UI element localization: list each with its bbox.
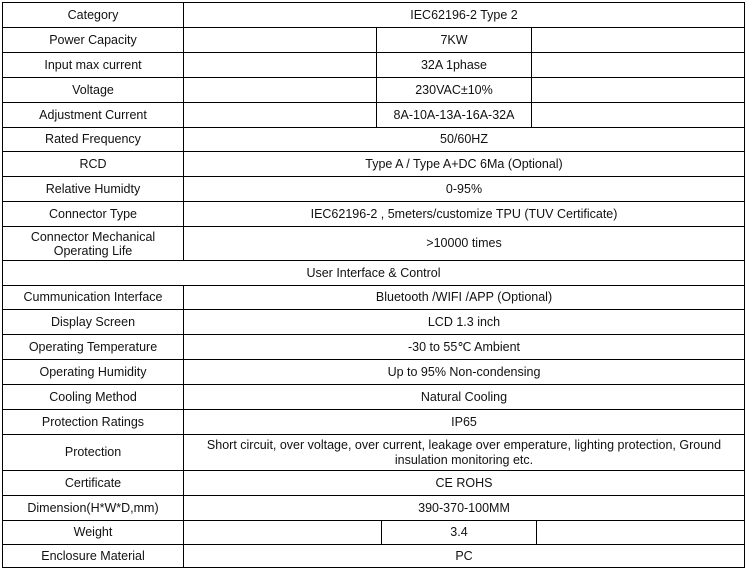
row-label: Power Capacity (2, 27, 183, 52)
row-value: CE ROHS (183, 470, 745, 495)
row-value: IEC62196-2 Type 2 (183, 2, 745, 27)
table-row (2, 27, 745, 52)
table-row (2, 127, 745, 151)
row-label: Certificate (2, 470, 183, 495)
table-row (2, 151, 745, 176)
row-value: IP65 (183, 409, 745, 434)
empty-cell (183, 520, 381, 544)
row-value: Bluetooth /WIFI /APP (Optional) (183, 285, 745, 309)
row-label: Enclosure Material (2, 544, 183, 568)
row-value: 8A-10A-13A-16A-32A (376, 102, 531, 127)
row-label: Operating Temperature (2, 334, 183, 359)
empty-cell (183, 77, 376, 102)
row-value: Up to 95% Non-condensing (183, 359, 745, 384)
table-row (2, 520, 745, 544)
table-row (2, 226, 745, 260)
row-label: Relative Humidty (2, 176, 183, 201)
row-value: Natural Cooling (183, 384, 745, 409)
row-value: LCD 1.3 inch (183, 309, 745, 334)
spec-table (2, 2, 745, 568)
row-label: Operating Humidity (2, 359, 183, 384)
row-label: Category (2, 2, 183, 27)
row-label: Dimension(H*W*D,mm) (2, 495, 183, 520)
table-row (2, 285, 745, 309)
row-value: 32A 1phase (376, 52, 531, 77)
section-row (2, 260, 745, 285)
empty-cell (536, 520, 745, 544)
row-label: Cummunication Interface (2, 285, 183, 309)
row-label: Connector Type (2, 201, 183, 226)
empty-cell (531, 27, 745, 52)
row-label: Voltage (2, 77, 183, 102)
row-label: Protection Ratings (2, 409, 183, 434)
row-label: Connector Mechanical Operating Life (2, 226, 183, 260)
row-label: Weight (2, 520, 183, 544)
row-value: 7KW (376, 27, 531, 52)
table-row (2, 309, 745, 334)
row-value: IEC62196-2 , 5meters/customize TPU (TUV Certificate) (183, 201, 745, 226)
empty-cell (183, 52, 376, 77)
empty-cell (183, 102, 376, 127)
empty-cell (183, 27, 376, 52)
table-row (2, 409, 745, 434)
row-label: RCD (2, 151, 183, 176)
row-label: Protection (2, 434, 183, 470)
row-label: Input max current (2, 52, 183, 77)
table-row (2, 359, 745, 384)
row-label: Cooling Method (2, 384, 183, 409)
row-value: 390-370-100MM (183, 495, 745, 520)
row-value: Type A / Type A+DC 6Ma (Optional) (183, 151, 745, 176)
table-row (2, 334, 745, 359)
table-row (2, 2, 745, 27)
row-value: Short circuit, over voltage, over current, leakage over emperature, lighting protection, Ground insulation monitoring etc. (183, 434, 745, 470)
empty-cell (531, 52, 745, 77)
table-row (2, 201, 745, 226)
table-row (2, 470, 745, 495)
row-value: PC (183, 544, 745, 568)
empty-cell (531, 77, 745, 102)
section-title: User Interface & Control (2, 260, 745, 285)
table-row (2, 52, 745, 77)
row-value: 0-95% (183, 176, 745, 201)
table-row (2, 102, 745, 127)
table-row (2, 544, 745, 568)
row-value: -30 to 55℃ Ambient (183, 334, 745, 359)
row-value: 50/60HZ (183, 127, 745, 151)
row-label: Rated Frequency (2, 127, 183, 151)
row-label: Adjustment Current (2, 102, 183, 127)
row-label: Display Screen (2, 309, 183, 334)
table-row (2, 77, 745, 102)
table-row (2, 495, 745, 520)
table-row (2, 176, 745, 201)
table-row (2, 434, 745, 470)
row-value: 3.4 (381, 520, 536, 544)
row-value: >10000 times (183, 226, 745, 260)
row-value: 230VAC±10% (376, 77, 531, 102)
table-row (2, 384, 745, 409)
empty-cell (531, 102, 745, 127)
